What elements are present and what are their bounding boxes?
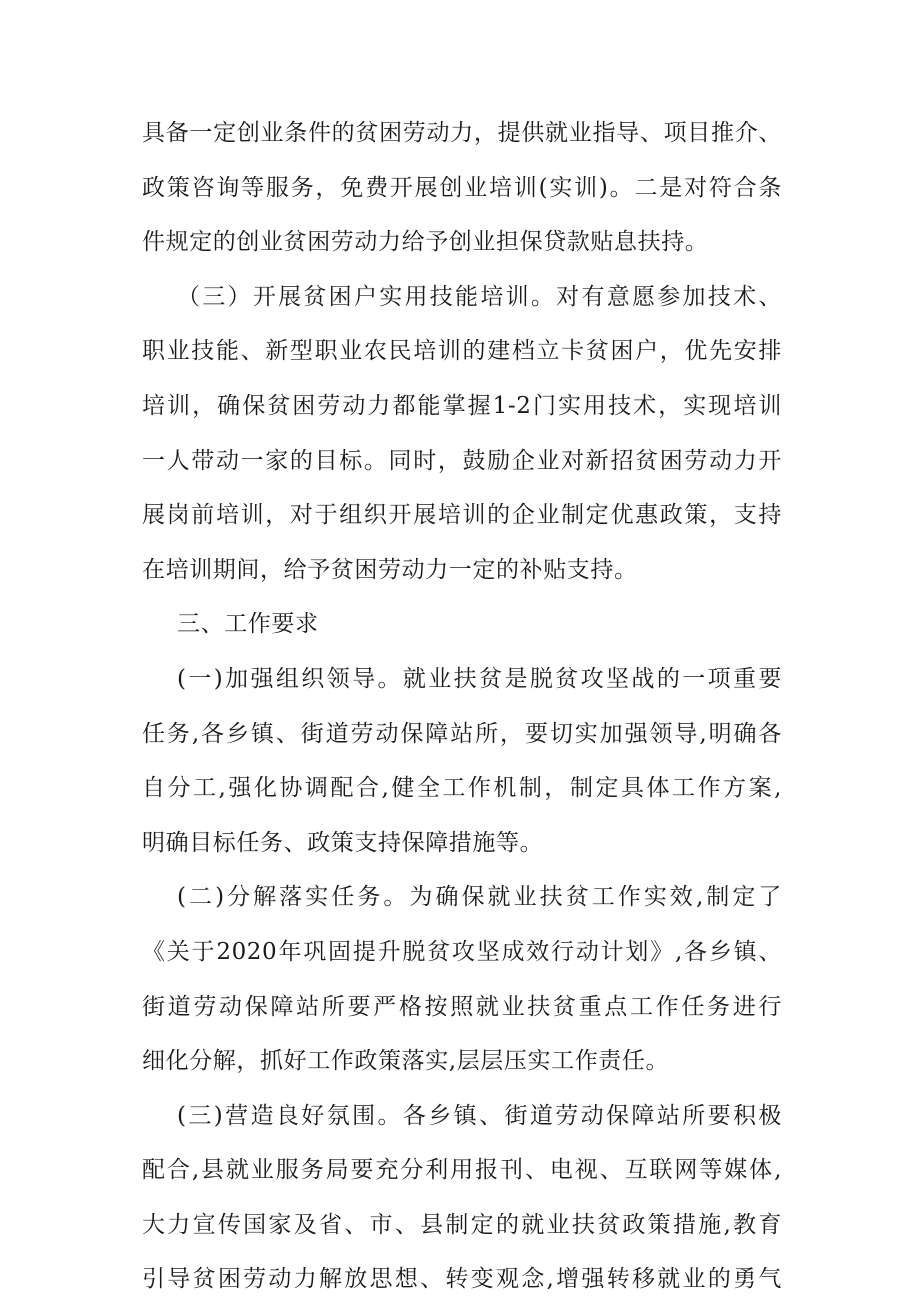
text-line: 政策咨询等服务，免费开展创业培训(实训)。二是对符合条	[142, 174, 782, 201]
text-line: (二)分解落实任务。为确保就业扶贫工作实效,制定了	[177, 884, 782, 911]
text-line: 明确目标任务、政策支持保障措施等。	[142, 829, 544, 856]
text-line: (一)加强组织领导。就业扶贫是脱贫攻坚战的一项重要	[177, 665, 782, 692]
body-text	[142, 106, 782, 1307]
text-line: 培训，确保贫困劳动力都能掌握1-2门实用技术，实现培训	[142, 392, 782, 419]
text-line: (三)营造良好氛围。各乡镇、街道劳动保障站所要积极	[177, 1102, 782, 1129]
text-line: 细化分解，抓好工作政策落实,层层压实工作责任。	[142, 1048, 670, 1075]
text-line: 引导贫困劳动力解放思想、转变观念,增强转移就业的勇气	[142, 1266, 782, 1293]
text-line: （三）开展贫困户实用技能培训。对有意愿参加技术、	[177, 283, 782, 310]
text-line: 展岗前培训，对于组织开展培训的企业制定优惠政策，支持	[142, 502, 782, 529]
text-line: 一人带动一家的目标。同时，鼓励企业对新招贫困劳动力开	[142, 447, 782, 474]
text-line: 职业技能、新型职业农民培训的建档立卡贫困户，优先安排	[142, 338, 782, 365]
text-line: 《关于2020年巩固提升脱贫攻坚成效行动计划》,各乡镇、	[142, 938, 782, 965]
text-line: 大力宣传国家及省、市、县制定的就业扶贫政策措施,教育	[142, 1211, 782, 1238]
text-line: 具备一定创业条件的贫困劳动力，提供就业指导、项目推介、	[142, 120, 782, 146]
text-line: 在培训期间，给予贫困劳动力一定的补贴支持。	[142, 556, 638, 583]
text-line: 任务,各乡镇、街道劳动保障站所，要切实加强领导,明确各	[142, 720, 782, 747]
section-heading: 三、工作要求	[177, 611, 319, 638]
text-line: 自分工,强化协调配合,健全工作机制，制定具体工作方案,	[142, 775, 782, 802]
text-line: 配合,县就业服务局要充分利用报刊、电视、互联网等媒体,	[142, 1157, 782, 1184]
text-line: 件规定的创业贫困劳动力给予创业担保贷款贴息扶持。	[142, 229, 709, 256]
text-line: 街道劳动保障站所要严格按照就业扶贫重点工作任务进行	[142, 993, 782, 1020]
